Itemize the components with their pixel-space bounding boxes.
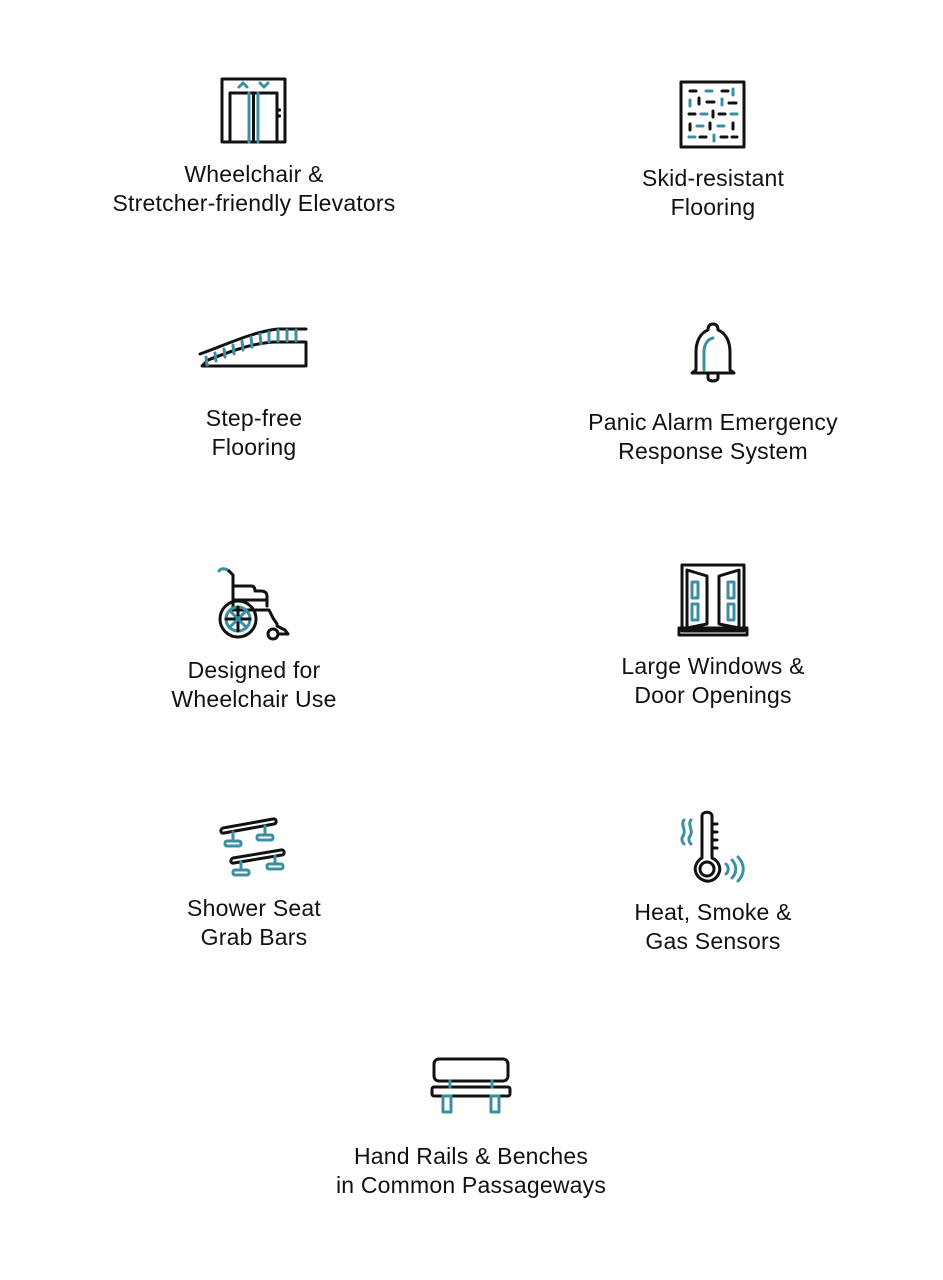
feature-hand-rails-benches: [251, 1056, 691, 1200]
skid-resistant-floor-icon: [679, 80, 747, 150]
feature-elevators: [34, 76, 474, 218]
feature-label-line2: Stretcher-friendly Elevators: [112, 190, 396, 216]
bell-icon: [689, 320, 737, 384]
feature-label: [113, 160, 396, 218]
feature-sensors: [493, 810, 933, 956]
feature-label-line2: Flooring: [211, 434, 297, 460]
feature-label-line1: Skid-resistant: [641, 165, 785, 191]
feature-label-line2: Door Openings: [634, 682, 792, 708]
wheelchair-icon: [217, 566, 291, 642]
bench-icon: [430, 1056, 512, 1116]
feature-label: [642, 164, 784, 222]
ramp-icon: [198, 324, 310, 372]
feature-label: [621, 652, 804, 710]
feature-label-line1: Large Windows &: [621, 653, 805, 679]
feature-label: [588, 408, 838, 466]
feature-label-line1: Shower Seat: [187, 895, 321, 921]
feature-panic-alarm: [493, 320, 933, 466]
feature-grab-bars: [34, 814, 474, 952]
feature-skid-resistant-flooring: [493, 80, 933, 222]
feature-label: [187, 894, 321, 952]
feature-label: [336, 1142, 606, 1200]
feature-label-line1: Step-free: [205, 405, 303, 431]
feature-label-line2: Response System: [618, 438, 808, 464]
feature-wheelchair: [34, 566, 474, 714]
feature-label-line2: Wheelchair Use: [171, 686, 337, 712]
feature-large-windows: [493, 562, 933, 710]
feature-label-line2: in Common Passageways: [335, 1172, 607, 1198]
feature-label-line2: Gas Sensors: [645, 928, 781, 954]
feature-label-line1: Panic Alarm Emergency: [588, 409, 838, 435]
feature-step-free-flooring: [34, 324, 474, 462]
feature-label-line1: Hand Rails & Benches: [353, 1143, 589, 1169]
window-door-icon: [677, 562, 749, 638]
feature-label-line1: Wheelchair &: [184, 161, 324, 187]
feature-label-line1: Heat, Smoke &: [634, 899, 792, 925]
feature-label: [171, 656, 336, 714]
feature-label: [206, 404, 302, 462]
feature-label-line2: Flooring: [670, 194, 756, 220]
feature-label: [634, 898, 791, 956]
thermometer-sensor-icon: [678, 810, 748, 884]
elevator-icon: [220, 76, 288, 146]
grab-bars-icon: [219, 814, 289, 880]
feature-label-line1: Designed for: [187, 657, 321, 683]
feature-label-line2: Grab Bars: [200, 924, 308, 950]
